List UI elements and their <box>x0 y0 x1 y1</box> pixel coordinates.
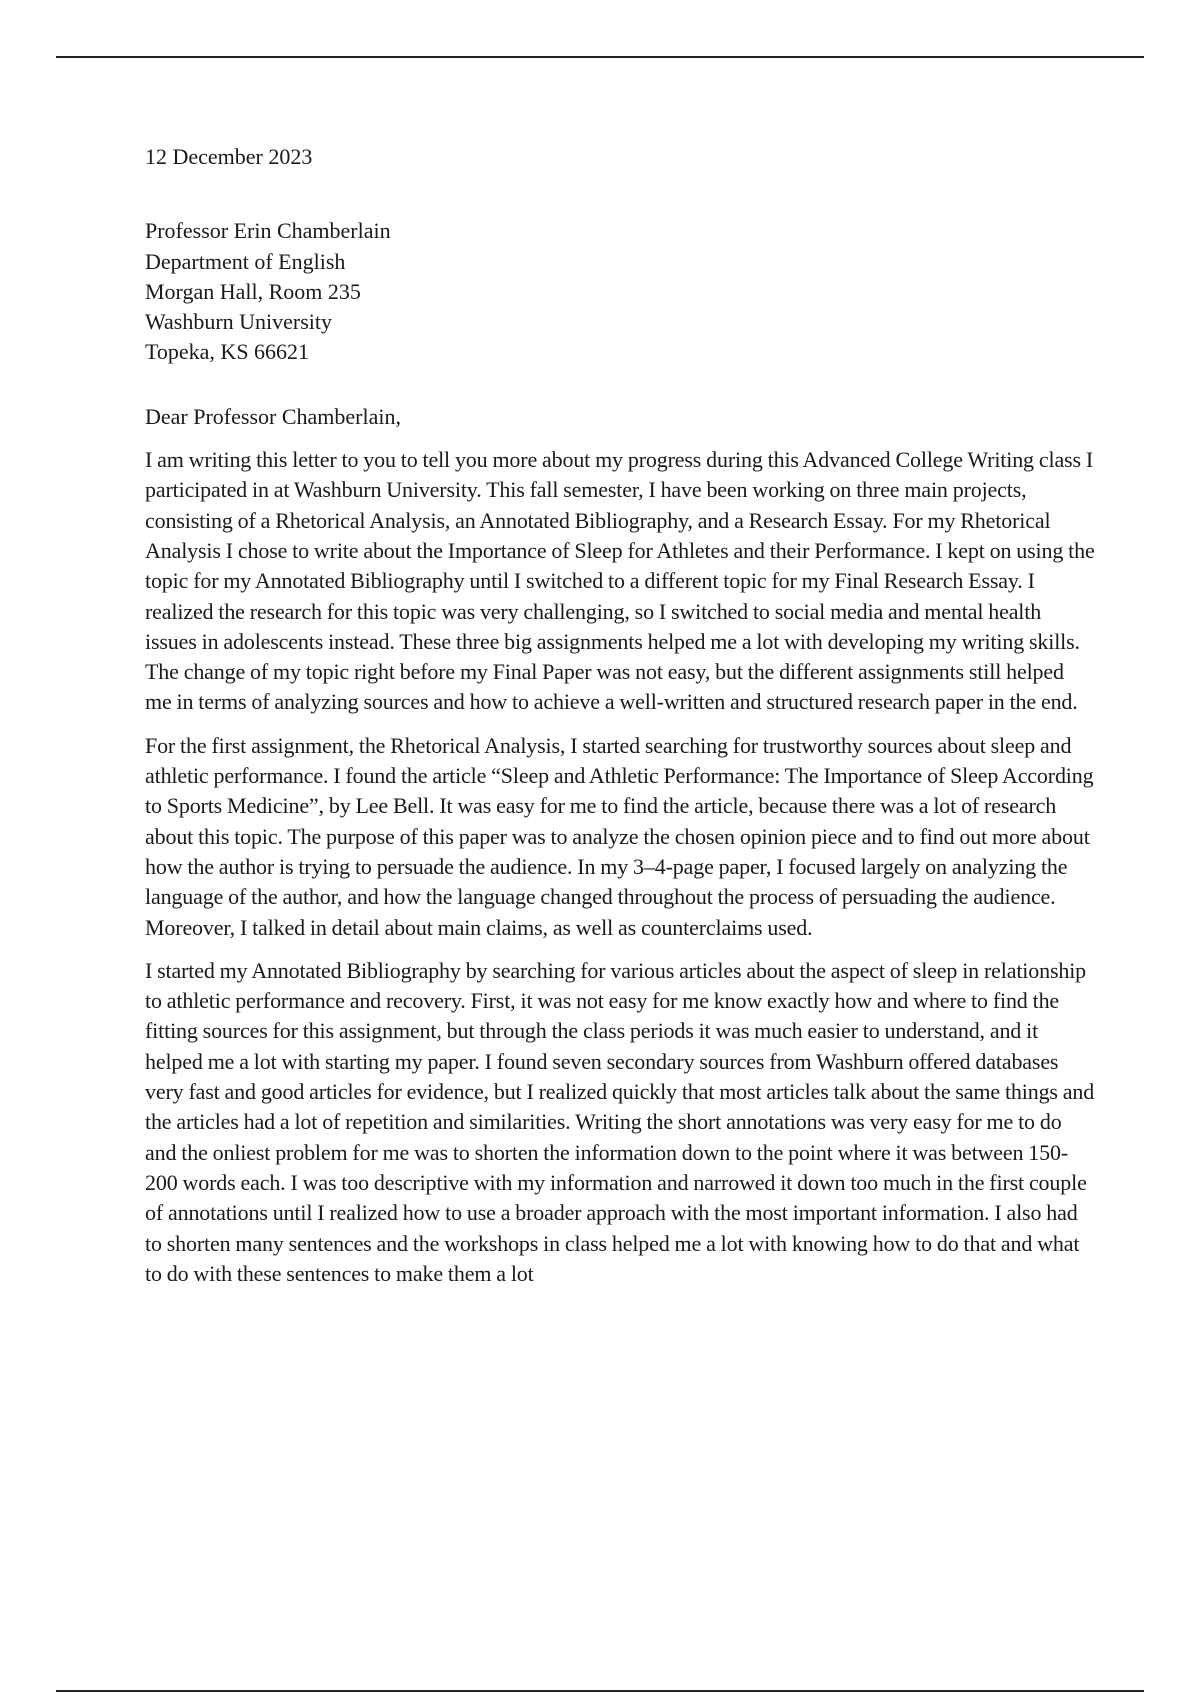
letter-date: 12 December 2023 <box>145 144 313 169</box>
paragraph-rhetorical-analysis: For the first assignment, the Rhetorical Analysis, I started searching for trustworthy sources about sleep and athletic performance. I found the article “Sleep and Athletic Performance: The Importance of Sleep According to Sports Medicine”, by Lee Bell. It was easy for me to find the article, because there was a lot of research about this topic. The purpose of this paper was to analyze the chosen opinion piece and to find out more about how the author is trying to persuade the audience. In my 3–4-page paper, I focused largely on analyzing the language of the author, and how the language changed throughout the process of persuading the audience. Moreover, I talked in detail about main claims, as well as counterclaims used. <box>145 732 1094 940</box>
address-line-university: Washburn University <box>145 309 333 335</box>
address-line-city: Topeka, KS 66621 <box>145 339 310 365</box>
bottom-rule <box>56 1690 1144 1692</box>
address-line-name: Professor Erin Chamberlain <box>145 218 391 244</box>
paragraph-annotated-bibliography: I started my Annotated Bibliography by searching for various articles about the aspect of sleep in relationship to athletic performance and recovery. First, it was not easy for me know exactly how and where to find the fitting sources for this assignment, but through the class periods it was much easier to understand, and it helped me a lot with starting my paper. I found seven secondary sources from Washburn offered databases very fast and good articles for evidence, but I realized quickly that most articles talk about the same things and the articles had a lot of repetition and similarities. Writing the short annotations was very easy for me to do and the onliest problem for me was to shorten the information down to the point where it was between 150-200 words each. I was too descriptive with my information and narrowed it down too much in the first couple of annotations until I realized how to use a broader approach with the most important information. I also had to shorten many sentences and the workshops in class helped me a lot with knowing how to do that and what to do with these sentences to make them a lot <box>145 957 1095 1286</box>
address-line-room: Morgan Hall, Room 235 <box>145 278 361 304</box>
salutation: Dear Professor Chamberlain, <box>145 403 401 429</box>
recipient-address <box>145 216 1095 367</box>
address-line-department: Department of English <box>145 248 346 274</box>
paragraph-intro: I am writing this letter to you to tell you more about my progress during this Advanced College Writing class I participated in at Washburn University. This fall semester, I have been working on three main projects, consisting of a Rhetorical Analysis, an Annotated Bibliography, and a Research Essay. For my Rhetorical Analysis I chose to write about the Importance of Sleep for Athletes and their Performance. I kept on using the topic for my Annotated Bibliography until I switched to a different topic for my Final Research Essay. I realized the research for this topic was very challenging, so I switched to social media and mental health issues in adolescents instead. These three big assignments helped me a lot with developing my writing skills. The change of my topic right before my Final Paper was not easy, but the different assignments still helped me in terms of analyzing sources and how to achieve a well-written and structured research paper in the end. <box>145 447 1095 715</box>
top-rule <box>56 56 1144 58</box>
letter-body <box>145 142 1095 1289</box>
